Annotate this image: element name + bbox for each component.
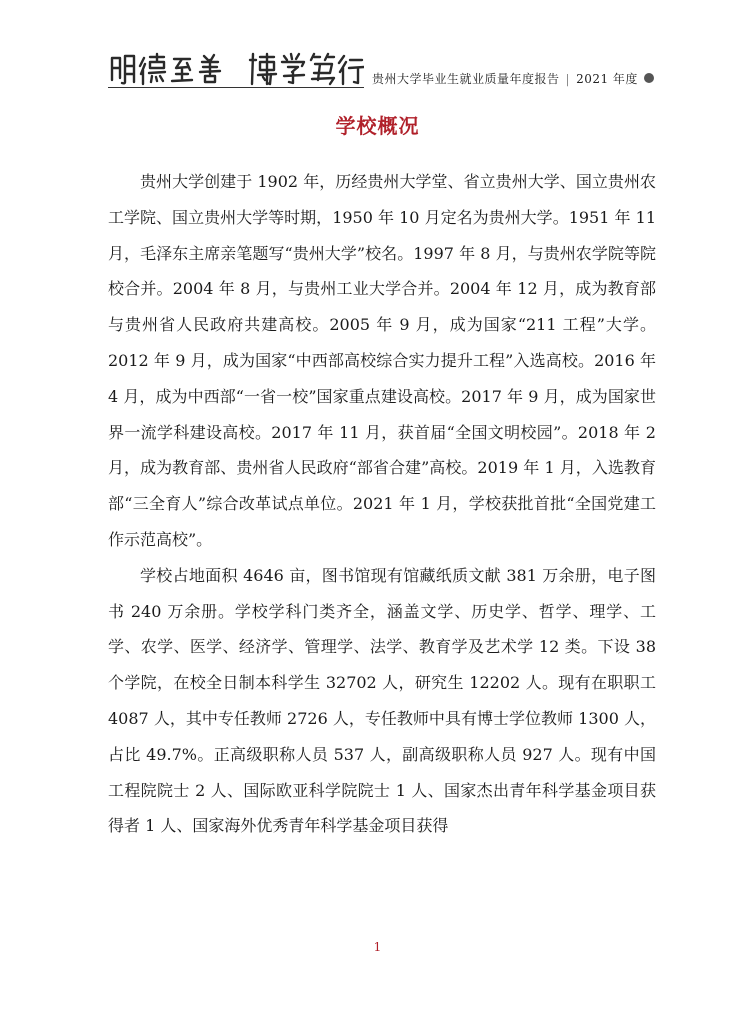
document-body	[108, 164, 656, 844]
report-header-text	[372, 70, 638, 87]
paragraph-history: 贵州大学创建于 1902 年，历经贵州大学堂、省立贵州大学、国立贵州农工学院、国立贵州大学等时期，1950 年 10 月定名为贵州大学。1951 年 11 月，毛泽东主席亲笔题写“贵州大学”校名。1997 年 8 月，与贵州农学院等院校合并。2004 年 8 月，与贵州工业大学合并。2004 年 12 月，成为教育部与贵州省人民政府共建高校。2005 年 9 月，成为国家“211 工程”大学。2012 年 9 月，成为国家“中西部高校综合实力提升工程”入选高校。2016 年 4 月，成为中西部“一省一校”国家重点建设高校。2017 年 9 月，成为国家世界一流学科建设高校。2017 年 11 月，获首届“全国文明校园”。2018 年 2 月，成为教育部、贵州省人民政府“部省合建”高校。2019 年 1 月，入选教育部“三全育人”综合改革试点单位。2021 年 1 月，学校获批首批“全国党建工作示范高校”。	[108, 172, 656, 549]
header-separator: |	[565, 72, 571, 86]
motto-calligraphy-logo	[108, 48, 364, 88]
section-title: 学校概况	[335, 114, 420, 138]
page-number: 1	[373, 940, 382, 954]
report-year: 2021 年度	[576, 72, 638, 86]
paragraph-facilities: 学校占地面积 4646 亩，图书馆现有馆藏纸质文献 381 万余册，电子图书 240 万余册。学校学科门类齐全，涵盖文学、历史学、哲学、理学、工学、农学、医学、经济学、管理学、法学、教育学及艺术学 12 类。下设 38 个学院，在校全日制本科学生 32702 人，研究生 12202 人。现有在职职工 4087 人，其中专任教师 2726 人，专任教师中具有博士学位教师 1300 人，占比 49.7%。正高级职称人员 537 人，副高级职称人员 927 人。现有中国工程院院士 2 人、国际欧亚科学院院士 1 人、国家杰出青年科学基金项目获得者 1 人、国家海外优秀青年科学基金项目获得	[108, 565, 656, 836]
report-title: 贵州大学毕业生就业质量年度报告	[372, 72, 560, 86]
page-header	[108, 48, 656, 92]
header-dot-icon	[644, 73, 654, 83]
header-underline	[108, 87, 364, 88]
